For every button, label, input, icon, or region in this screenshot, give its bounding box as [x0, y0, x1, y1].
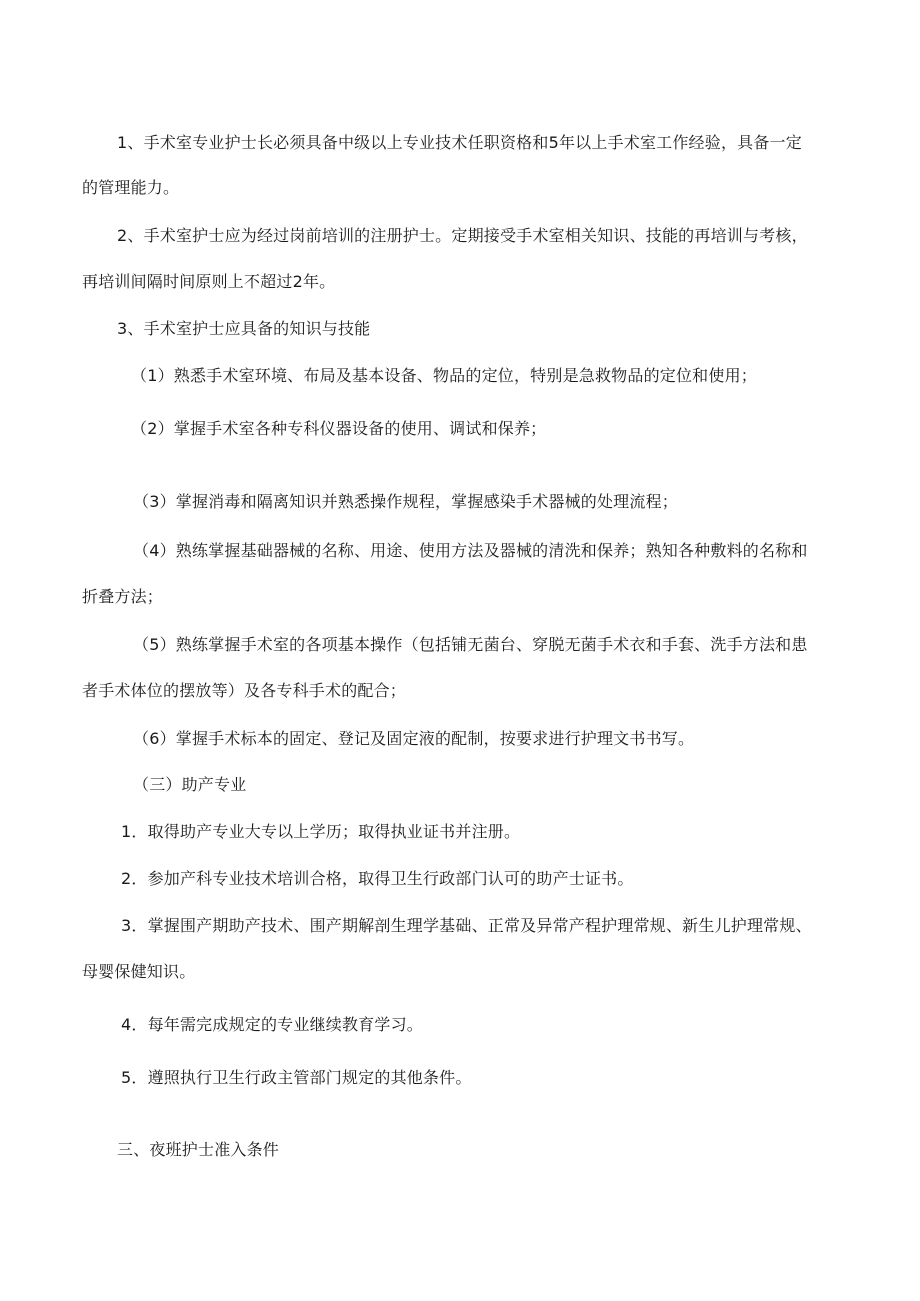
- paragraph-line: （1）熟悉手术室环境、布局及基本设备、物品的定位，特别是急救物品的定位和使用；: [131, 366, 757, 385]
- list-item: 2．参加产科专业技术培训合格，取得卫生行政部门认可的助产士证书。: [121, 869, 634, 888]
- paragraph-line: 再培训间隔时间原则上不超过2年。: [82, 272, 336, 291]
- paragraph-line: （5）熟练掌握手术室的各项基本操作（包括铺无菌台、穿脱无菌手术衣和手套、洗手方法和患: [133, 635, 808, 654]
- paragraph-line: （2）掌握手术室各种专科仪器设备的使用、调试和保养；: [131, 419, 547, 438]
- list-item: 5．遵照执行卫生行政主管部门规定的其他条件。: [121, 1068, 472, 1087]
- paragraph-line: （6）掌握手术标本的固定、登记及固定液的配制，按要求进行护理文书书写。: [133, 729, 695, 748]
- paragraph-line: 2、手术室护士应为经过岗前培训的注册护士。定期接受手术室相关知识、技能的再培训与考核，: [117, 226, 808, 245]
- paragraph-line: 折叠方法；: [82, 587, 164, 606]
- list-item-continuation: 母婴保健知识。: [82, 962, 196, 981]
- section-heading: （三）助产专业: [133, 775, 247, 794]
- list-item: 4．每年需完成规定的专业继续教育学习。: [121, 1015, 423, 1034]
- list-item: 1．取得助产专业大专以上学历；取得执业证书并注册。: [121, 822, 521, 841]
- paragraph-line: （4）熟练掌握基础器械的名称、用途、使用方法及器械的清洗和保养；熟知各种敷料的名称和: [133, 541, 808, 560]
- list-item: 3．掌握围产期助产技术、围产期解剖生理学基础、正常及异常产程护理常规、新生儿护理常规、: [121, 916, 812, 935]
- paragraph-line: 的管理能力。: [82, 178, 180, 197]
- paragraph-line: 者手术体位的摆放等）及各专科手术的配合；: [82, 681, 407, 700]
- paragraph-line: （3）掌握消毒和隔离知识并熟悉操作规程，掌握感染手术器械的处理流程；: [133, 492, 678, 511]
- section-heading: 三、夜班护士准入条件: [117, 1140, 280, 1159]
- paragraph-line: 1、手术室专业护士长必须具备中级以上专业技术任职资格和5年以上手术室工作经验，具备一定: [117, 133, 802, 152]
- paragraph-line: 3、手术室护士应具备的知识与技能: [117, 319, 371, 338]
